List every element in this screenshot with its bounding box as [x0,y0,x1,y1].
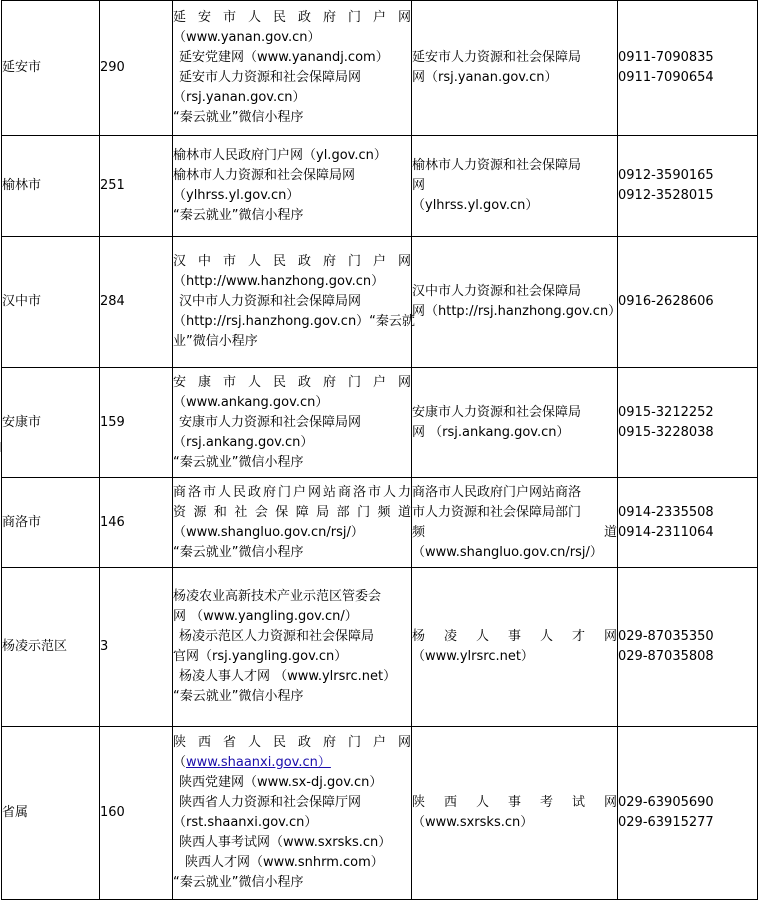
site-line: “秦云就业”微信小程序 [173,875,304,890]
count-cell: 284 [100,237,173,368]
site-line: 延 安 市 人 民 政 府 门 户 网 [173,10,411,25]
phone-number: 0915-3212252 [618,404,714,420]
site-line: “秦云就业”微信小程序 [173,208,304,223]
site-line: （www.ankang.gov.cn） [173,394,329,410]
table-row [2,727,758,900]
site-line: 陕西党建网（www.sx-dj.gov.cn） [179,775,383,790]
org-line: （www.shangluo.gov.cn/rsj/） [412,544,603,560]
site-line: 杨凌农业高新技术产业示范区管委会 [173,589,382,604]
city-cell: 商洛市 [2,478,100,568]
publish-sites-cell [173,136,412,237]
site-line: （ylhrss.yl.gov.cn） [173,188,300,203]
publish-sites-cell [173,727,412,900]
consult-org-cell [412,237,622,368]
site-line: 安康市人力资源和社会保障局网 [179,414,362,430]
city-cell: 汉中市 [2,237,100,368]
site-line: 汉 中 市 人 民 政 府 门 户 网 [173,254,411,269]
recruitment-table [1,0,758,900]
phone-number: 0916-2628606 [618,294,714,309]
site-line: 陕西省人力资源和社会保障厅网 [179,795,362,810]
site-line: 榆林市人民政府门户网（yl.gov.cn） [173,148,387,163]
table-row [2,1,758,136]
count-cell: 3 [100,568,173,727]
count-cell: 160 [100,727,173,900]
phone-number: 0914-2335508 [618,504,714,520]
city-cell: 省属 [2,727,100,900]
shaanxi-gov-link[interactable]: www.shaanxi.gov.cn） [186,755,331,770]
site-line: 业”微信小程序 [173,334,258,349]
site-line: 陕西人才网（www.snhrm.com） [185,855,384,870]
city-cell: 延安市 [2,1,100,136]
site-line: “秦云就业”微信小程序 [173,689,304,704]
site-line: 安 康 市 人 民 政 府 门 户 网 [173,374,411,390]
phone-cell [618,478,758,568]
table-row [2,136,758,237]
site-line: 延安党建网（www.yanandj.com） [179,50,389,65]
org-line: 杨 凌 人 事 人 才 网 [412,629,617,644]
phone-number: 0912-3590165 [618,168,714,183]
org-line: 网（http://rsj.hanzhong.gov.cn） [412,304,622,319]
site-line: “秦云就业”微信小程序 [173,544,304,560]
table-row [2,368,758,478]
site-line: （rsj.yanan.gov.cn） [173,90,306,105]
consult-org-cell [412,568,618,727]
city-cell: 杨凌示范区 [2,568,100,727]
phone-number: 0914-2311064 [618,524,714,540]
table-row [2,478,758,568]
site-line: （rst.shaanxi.gov.cn） [173,815,318,830]
org-line: （ylhrss.yl.gov.cn） [412,198,539,213]
org-line: 商洛市人民政府门户网站商洛 [412,484,582,500]
site-line: 官网（rsj.yangling.gov.cn） [173,649,348,664]
site-line: （www.yanan.gov.cn） [173,30,321,45]
site-line: 商洛市人民政府门户网站商洛市人力 [173,484,411,500]
publish-sites-cell [173,568,412,727]
consult-org-cell [412,727,618,900]
org-line: 市人力资源和社会保障局部门 [412,504,582,520]
site-line: （rsj.ankang.gov.cn） [173,434,314,450]
consult-org-cell [412,368,618,478]
org-line: 榆林市人力资源和社会保障局 [412,158,582,173]
site-line: 陕 西 省 人 民 政 府 门 户 网 [173,735,411,750]
site-line: （http://www.hanzhong.gov.cn） [173,274,385,289]
site-line: （http://rsj.hanzhong.gov.cn）“秦云就 [173,314,415,329]
org-line: 网（rsj.yanan.gov.cn） [412,70,558,85]
org-line: 频 道 [412,524,617,540]
consult-org-cell [412,1,618,136]
phone-number: 029-87035808 [618,649,714,664]
site-line: （www.shaanxi.gov.cn） [173,755,331,770]
org-line: 陕 西 人 事 考 试 网 [412,795,617,810]
phone-number: 0911-7090835 [618,50,714,65]
city-cell: 安康市 [2,368,100,478]
site-line: “秦云就业”微信小程序 [173,110,304,125]
count-cell: 159 [100,368,173,478]
phone-number: 029-63905690 [618,795,714,810]
site-line: 陕西人事考试网（www.sxrsks.cn） [179,835,392,850]
org-line: 网 （rsj.ankang.gov.cn） [412,424,570,440]
org-line: 安康市人力资源和社会保障局 [412,404,582,420]
org-line: 延安市人力资源和社会保障局 [412,50,582,65]
consult-org-cell [412,136,618,237]
publish-sites-cell [173,368,412,478]
phone-number: 0915-3228038 [618,424,714,440]
site-line: 榆林市人力资源和社会保障局网 [173,168,356,183]
site-line: 延安市人力资源和社会保障局网 [179,70,362,85]
site-line: 杨凌人事人才网 （www.ylrsrc.net） [179,669,397,684]
org-line: （www.sxrsks.cn） [412,815,534,830]
phone-cell [618,568,758,727]
site-line: 杨凌示范区人力资源和社会保障局 [179,629,375,644]
phone-cell [618,1,758,136]
site-line: 汉中市人力资源和社会保障局网 [179,294,362,309]
org-line: 网 [412,178,426,193]
table-row [2,237,758,368]
org-line: （www.ylrsrc.net） [412,649,534,664]
publish-sites-cell [173,237,415,368]
phone-cell [618,368,758,478]
city-cell: 榆林市 [2,136,100,237]
site-line: （www.shangluo.gov.cn/rsj/） [173,524,364,540]
phone-cell [618,237,758,368]
phone-number: 029-63915277 [618,815,714,830]
publish-sites-cell [173,478,412,568]
site-line: 资 源 和 社 会 保 障 局 部 门 频 道 [173,504,411,520]
phone-cell [618,727,758,900]
org-line: 汉中市人力资源和社会保障局 [412,284,582,299]
phone-cell [618,136,758,237]
phone-number: 0911-7090654 [618,70,714,85]
consult-org-cell [412,478,618,568]
phone-number: 029-87035350 [618,629,714,644]
site-line: 网 （www.yangling.gov.cn/） [173,609,358,624]
site-line: “秦云就业”微信小程序 [173,454,304,470]
count-cell: 290 [100,1,173,136]
table-row [2,568,758,727]
publish-sites-cell [173,1,412,136]
phone-number: 0912-3528015 [618,188,714,203]
count-cell: 146 [100,478,173,568]
count-cell: 251 [100,136,173,237]
